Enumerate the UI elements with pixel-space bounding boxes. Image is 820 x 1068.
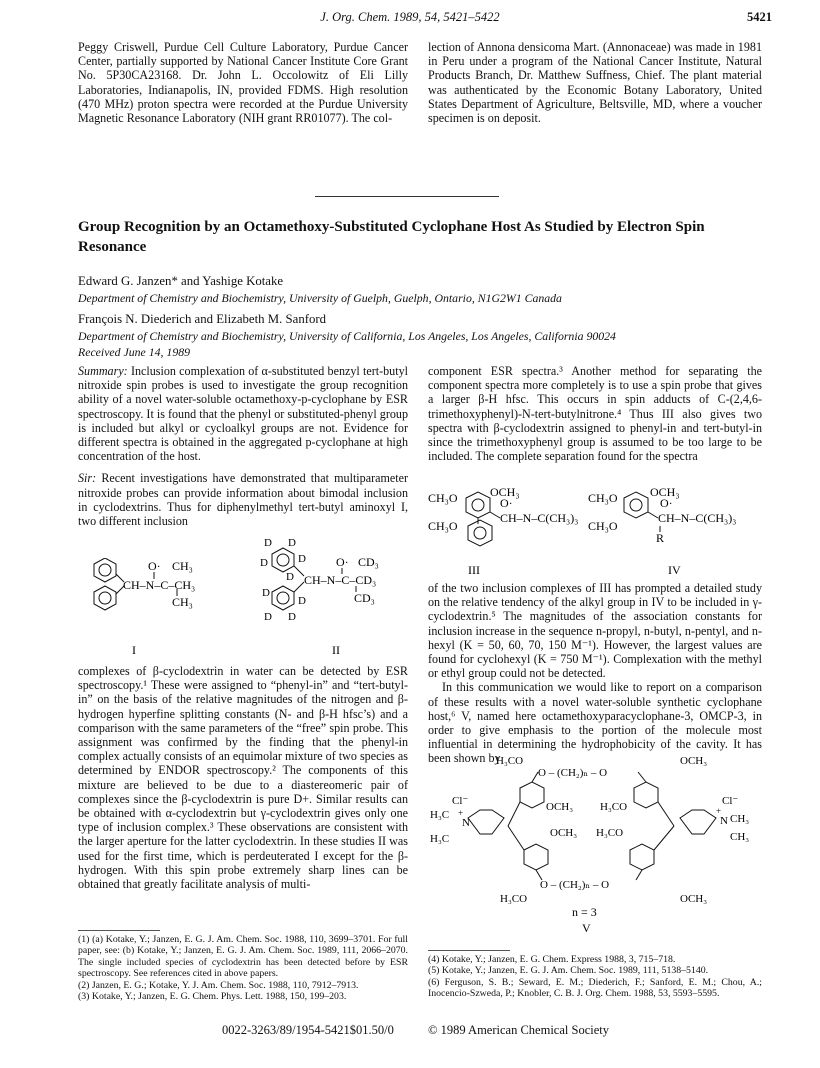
affiliation-1: Department of Chemistry and Biochemistry, University of Guelph, Guelph, Ontario, N1G2W1 Canada: [78, 291, 562, 305]
journal-citation: J. Org. Chem. 1989, 54, 5421–5422: [320, 10, 500, 24]
footnote: (1) (a) Kotake, Y.; Janzen, E. G. J. Am. Chem. Soc. 1988, 110, 3699–3701. For full paper, see: (b) Kotake, Y.; Janzen, E. G. J. Am. Chem. Soc. 1989, 111, 2066–2070. The single included species of cyclodextrin has been detected before by ESR spectroscopy. See references cited in above papers.: [78, 934, 408, 980]
methoxy-label: H₃CO: [596, 827, 624, 839]
deuterium-label: D: [288, 611, 296, 623]
copyright: © 1989 American Chemical Society: [428, 1023, 609, 1037]
running-head: [0, 10, 820, 28]
article-title: Group Recognition by an Octamethoxy-Substituted Cyclophane Host As Studied by Electron Spin Resonance: [78, 219, 705, 255]
methoxy-label: OCH₃: [550, 827, 578, 839]
deuterium-label: D: [262, 587, 270, 599]
footnote: (5) Kotake, Y.; Janzen, E. G. J. Am. Chem. Soc. 1989, 111, 5138–5140.: [428, 965, 709, 977]
deuterium-label: D: [286, 571, 294, 583]
nitrogen-label: N: [462, 817, 470, 829]
methyl-label: H₃C: [430, 833, 450, 845]
methyl-label: CH₃: [730, 831, 750, 843]
sir-paragraph: [78, 471, 408, 528]
methoxy-label: H₃CO: [500, 893, 528, 905]
right-column-top: [428, 364, 762, 463]
linker-label: O – (CH₂)ₙ – O: [540, 879, 610, 891]
footnote: (3) Kotake, Y.; Janzen, E. G. Chem. Phys. Lett. 1988, 150, 199–203.: [78, 991, 347, 1003]
compound-label: IV: [668, 563, 681, 577]
deuterium-label: D: [264, 537, 272, 549]
compound-label: I: [132, 643, 136, 657]
methoxy-label: OCH₃: [680, 755, 708, 767]
footnote-rule: [78, 930, 160, 931]
chain-label: CH–N–C(CH₃)₃: [500, 511, 579, 525]
chloride-label: Cl⁻: [452, 795, 469, 807]
methoxy-label: OCH₃: [680, 893, 708, 905]
footnote: (4) Kotake, Y.; Janzen, E. G. Chem. Express 1988, 3, 715–718.: [428, 954, 676, 965]
received-date: Received June 14, 1989: [78, 345, 191, 359]
methoxy-label: OCH₃: [546, 801, 574, 813]
chain-label: CH–N–C(CH₃)₃: [658, 511, 737, 525]
sir-text: Recent investigations have demonstrated that multiparameter nitroxide probes can provide information about bimodal inclusion in cyclodextrins. Thus for diphenylmethyl tert-butyl aminoxyl I, two different inclusion: [78, 471, 408, 529]
chloride-label: Cl⁻: [722, 795, 739, 807]
chain-label: CH–N–C–CD₃: [304, 573, 377, 587]
paragraph: of the two inclusion complexes of III has prompted a detailed study on the relative tendency of the alkyl group in IV to be included in γ-cyclodextrin.⁵ The magnitudes of the association constants for inclusion increase in the sequence n-propyl, n-butyl, n-pentyl, and n-hexyl (K = 50, 60, 70, 150 M⁻¹). However, the largest values are found for cyclohexyl (K = 750 M⁻¹). Complexation with the methyl or ethyl group could not be detected.: [428, 581, 762, 681]
charge-label: +: [716, 806, 722, 816]
left-column-upper: [78, 364, 408, 528]
footnotes-right: [428, 954, 762, 1000]
charge-label: +: [458, 808, 464, 818]
methoxy-label: CH₃O: [588, 491, 618, 505]
chain-label: CH–N–C–CH₃: [123, 578, 196, 592]
paragraph: complexes of β-cyclodextrin in water can be detected by ESR spectroscopy.¹ These were assigned to “phenyl-in” and “tert-butyl-in” on the basis of the relative magnitudes of the nitrogen and β-hydrogen hyperfine splitting constants (N- and β-H hfsc’s) and a comparison with the same parameters of the “free” spin probe. This assignment was confirmed by the finding that the phenyl-in complex actually consists of an equimolar mixture of two species as determined by ENDOR spectroscopy.² The components of this mixture are believed to be due to a diastereomeric pair of complexes since the β-cyclodextrin is pure D+. Similar results can be obtained with α-cyclodextrin but γ-cyclodextrin gives only one type of inclusion complex.³ These observations are consistent with the larger aperture for the latter cyclodextrin. In these studies II was used for the first time, which is perdeuterated I except for the β-hydrogen. With this spin probe extremely sharp lines can be obtained that greatly facilitate analysis of multi-: [78, 664, 408, 892]
right-column-middle: [428, 581, 762, 766]
previous-article-text-left: [78, 40, 408, 125]
deuterium-label: D: [298, 595, 306, 607]
article-code: 0022-3263/89/1954-5421$01.50/0: [222, 1023, 394, 1037]
paragraph: Peggy Criswell, Purdue Cell Culture Laboratory, Purdue Cancer Center, partially supported by National Cancer Institute Core Grant No. 5P30CA23168. Dr. John L. Occolowitz of Eli Lilly Laboratories, Indianapolis, IN, provided FDMS. High resolution (470 MHz) proton spectra were recorded at the Purdue University Magnetic Resonance Laboratory (NIH grant RR01077). The col-: [78, 40, 408, 126]
previous-article-text-right: [428, 40, 762, 125]
compound-label: V: [582, 921, 591, 932]
compound-label: II: [332, 643, 340, 657]
summary-text: Inclusion complexation of α-substituted benzyl tert-butyl nitroxide spin probes is used to investigate the group recognition ability of a novel water-soluble octamethoxy-p-cyclophane by ESR spectroscopy. It is found that the phenyl or substituted-phenyl group is included but alkyl or cycloalkyl groups are not. Evidence for different spectra is obtained in the aggregated p-cyclophane at high concentration of the host.: [78, 364, 408, 464]
deuterium-label: D: [260, 557, 268, 569]
radical-oxygen-label: O·: [660, 496, 673, 510]
summary-label: Summary:: [78, 364, 128, 378]
methoxy-label: OCH₃: [650, 486, 680, 499]
footnote: (2) Janzen, E. G.; Kotake, Y. J. Am. Chem. Soc. 1988, 110, 7912–7913.: [78, 979, 359, 991]
cd3-label: CD₃: [354, 591, 375, 605]
r-group-label: R: [656, 531, 665, 545]
methyl-label: CH₃: [172, 595, 193, 609]
compound-label: III: [468, 563, 480, 577]
author-list-2: François N. Diederich and Elizabeth M. Sanford: [78, 312, 327, 326]
cd3-label: CD₃: [358, 555, 379, 569]
methoxy-label: CH₃O: [428, 519, 458, 533]
methoxy-label: H₃CO: [600, 801, 628, 813]
page-number: 5421: [747, 10, 772, 24]
paragraph: In this communication we would like to report on a comparison of these results with a novel water-soluble synthetic cyclophane host,⁶ V, named here octamethoxyparacyclophane-3, OMCP-3, in order to give emphasis to the portion of the molecule most influential in determining the hydrophobicity of the cavity. It has been shown by: [428, 680, 762, 766]
affiliation-2: Department of Chemistry and Biochemistry, University of California, Los Angeles, Los Angeles, California 90024: [78, 329, 616, 343]
methoxy-label: CH₃O: [588, 519, 618, 533]
summary-paragraph: [78, 364, 408, 463]
structure-I: [80, 558, 220, 658]
paragraph: lection of Annona densicoma Mart. (Annonaceae) was made in 1981 in Peru under a program of the National Cancer Institute, Natural Products Branch, Dr. Matthew Suffness, Chief. The plant material was authenticated by the Economic Botany Laboratory, United States Department of Agriculture, Beltsville, MD, where a voucher specimen is on deposit.: [428, 40, 762, 126]
repeat-count-label: n = 3: [572, 905, 597, 919]
left-column-lower: [78, 664, 408, 891]
deuterium-label: D: [264, 611, 272, 623]
methoxy-label: OCH₃: [490, 486, 520, 499]
deuterium-label: D: [288, 537, 296, 549]
footnote: (6) Ferguson, S. B.; Seward, E. M.; Diederich, F.; Sanford, E. M.; Chou, A.; Inocencio-Szweda, P.; Knobler, C. B. J. Org. Chem. 1988, 53, 5593–5595.: [428, 976, 762, 1000]
structure-V: [428, 752, 762, 932]
article-separator-rule: [315, 196, 499, 197]
methyl-label: CH₃: [730, 813, 750, 825]
methyl-label: H₃C: [430, 809, 450, 821]
structures-III-IV: [428, 486, 762, 578]
paragraph: component ESR spectra.³ Another method for separating the component spectra more completely is to use a spin probe that gives a larger β-H hfsc. This occurs in spin adducts of C-(2,4,6-trimethoxyphenyl)-N-tert-butylnitrone.⁴ Thus III also gives two spectra with β-cyclodextrin assigned to phenyl-in and tert-butyl-in since the trimethoxyphenyl group is assumed to be too large to be included. The complete separation found for the spectra: [428, 364, 762, 464]
linker-label: O – (CH₂)ₙ – O: [538, 767, 608, 779]
structure-II: [246, 536, 406, 658]
radical-oxygen-label: O·: [336, 555, 349, 569]
methoxy-label: CH₃O: [428, 491, 458, 505]
methoxy-label: H₃CO: [496, 755, 524, 767]
sir-label: Sir:: [78, 471, 97, 486]
radical-oxygen-label: O·: [500, 496, 513, 510]
methyl-label: CH₃: [172, 559, 193, 573]
footnote-rule: [428, 950, 510, 951]
author-list-1: Edward G. Janzen* and Yashige Kotake: [78, 274, 284, 288]
radical-oxygen-label: O·: [148, 559, 161, 573]
deuterium-label: D: [298, 553, 306, 565]
footnotes-left: [78, 934, 408, 1002]
nitrogen-label: N: [720, 815, 728, 827]
